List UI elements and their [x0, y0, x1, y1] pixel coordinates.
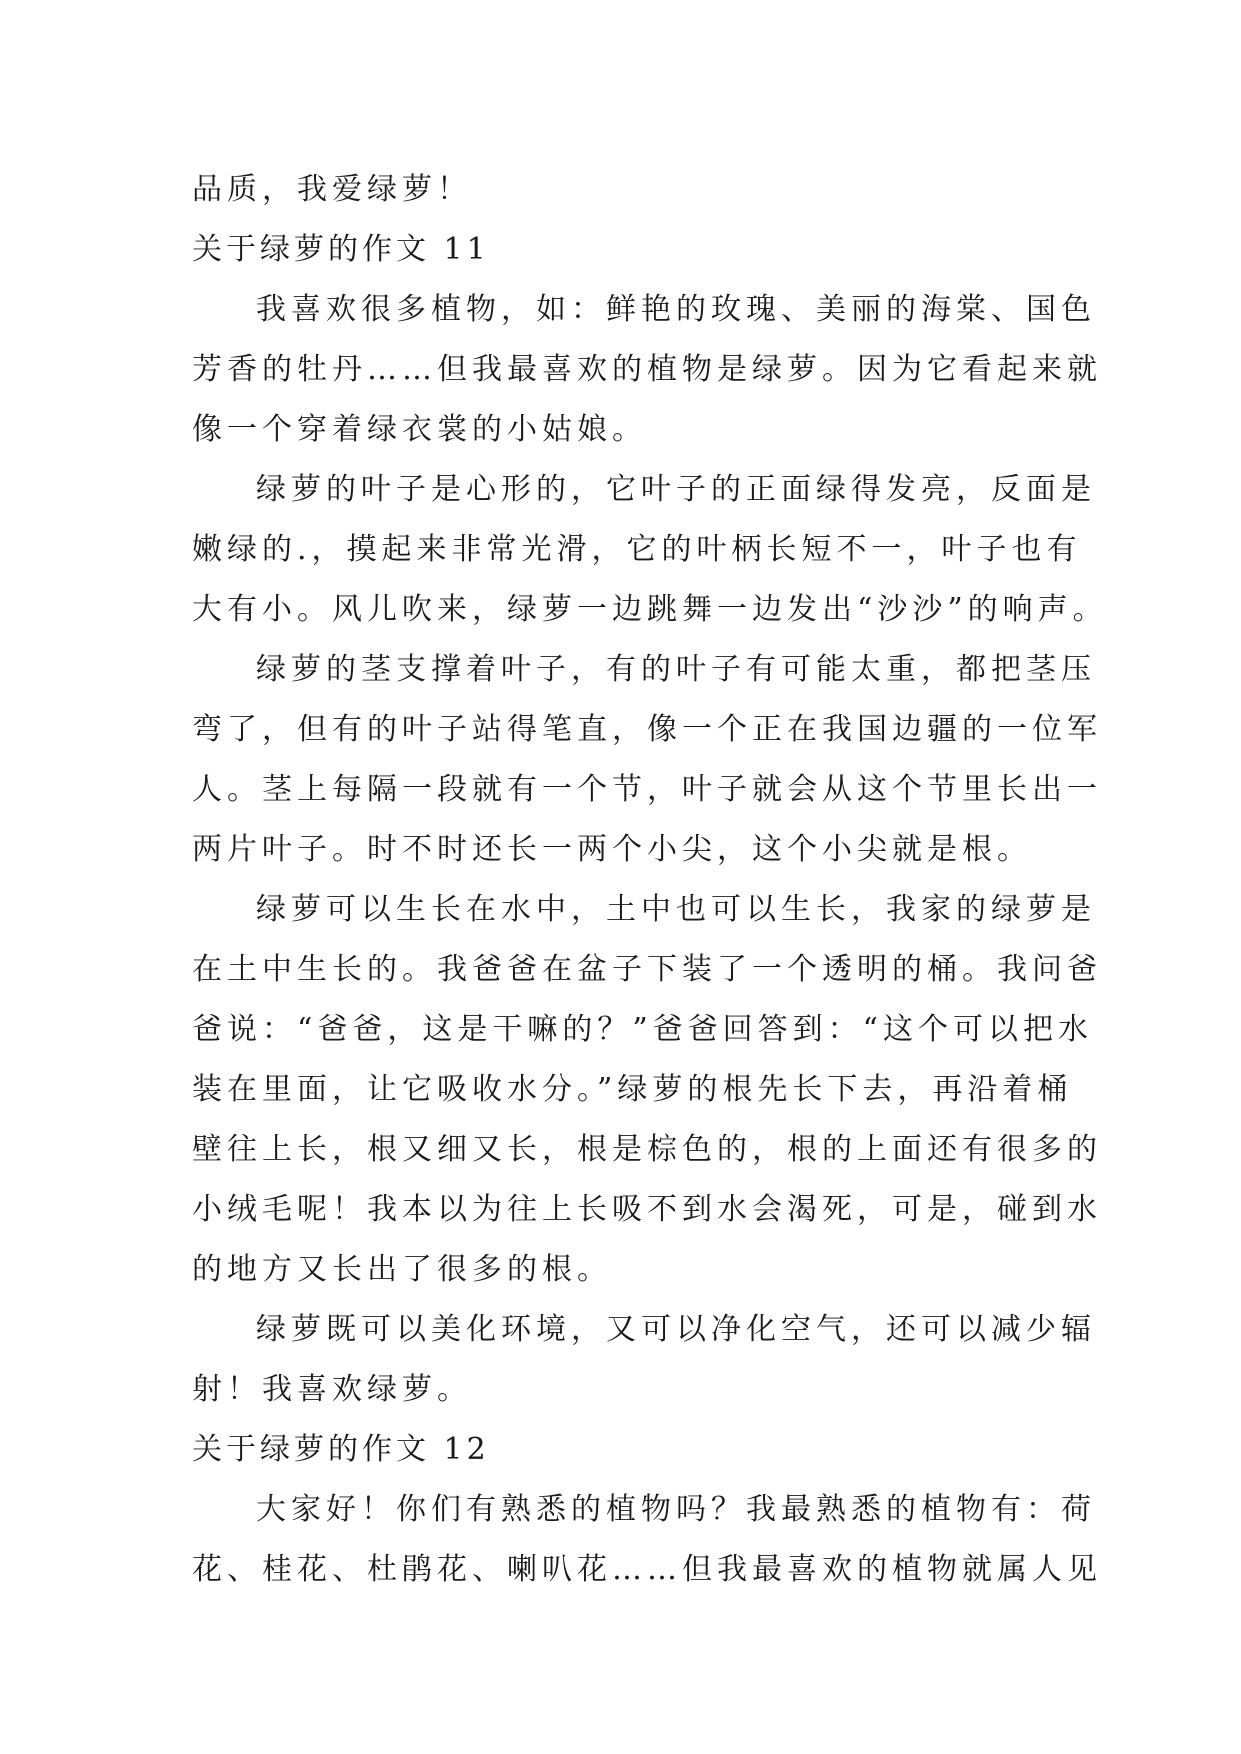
paragraph-first-line: 绿萝的叶子是心形的，它叶子的正面绿得发亮，反面是	[256, 472, 1096, 507]
text-line: 爸说：“爸爸，这是干嘛的？”爸爸回答到：“这个可以把水	[192, 1012, 1094, 1047]
paragraph-first-line: 绿萝可以生长在水中，土中也可以生长，我家的绿萝是	[256, 892, 1096, 927]
text-line: 壁往上长，根又细又长，根是棕色的，根的上面还有很多的	[192, 1132, 1102, 1167]
section-heading: 关于绿萝的作文 11	[192, 232, 490, 267]
text-line: 装在里面，让它吸收水分。”绿萝的根先长下去，再沿着桶	[192, 1072, 1073, 1107]
text-line: 品质，我爱绿萝！	[192, 172, 472, 207]
text-line: 像一个穿着绿衣裳的小姑娘。	[192, 412, 647, 447]
document-page	[192, 160, 1108, 1600]
text-line: 芳香的牡丹……但我最喜欢的植物是绿萝。因为它看起来就	[192, 352, 1102, 387]
text-line: 小绒毛呢！我本以为往上长吸不到水会渴死，可是，碰到水	[192, 1192, 1102, 1227]
paragraph-first-line: 我喜欢很多植物，如：鲜艳的玫瑰、美丽的海棠、国色	[256, 292, 1096, 327]
text-line: 大有小。风儿吹来，绿萝一边跳舞一边发出“沙沙”的响声。	[192, 592, 1108, 627]
paragraph-first-line: 绿萝既可以美化环境，又可以净化空气，还可以减少辐	[256, 1312, 1096, 1347]
text-line: 弯了，但有的叶子站得笔直，像一个正在我国边疆的一位军	[192, 712, 1102, 747]
text-line: 在土中生长的。我爸爸在盆子下装了一个透明的桶。我问爸	[192, 952, 1102, 987]
text-line: 的地方又长出了很多的根。	[192, 1252, 612, 1287]
text-line: 人。茎上每隔一段就有一个节，叶子就会从这个节里长出一	[192, 772, 1102, 807]
paragraph-first-line: 绿萝的茎支撑着叶子，有的叶子有可能太重，都把茎压	[256, 652, 1096, 687]
text-line: 射！我喜欢绿萝。	[192, 1372, 472, 1407]
section-heading: 关于绿萝的作文 12	[192, 1432, 490, 1467]
text-line: 花、桂花、杜鹃花、喇叭花……但我最喜欢的植物就属人见	[192, 1552, 1102, 1587]
text-line: 两片叶子。时不时还长一两个小尖，这个小尖就是根。	[192, 832, 1032, 867]
text-line: 嫩绿的.，摸起来非常光滑，它的叶柄长短不一，叶子也有	[192, 532, 1082, 567]
paragraph-first-line: 大家好！你们有熟悉的植物吗？我最熟悉的植物有：荷	[256, 1492, 1096, 1527]
